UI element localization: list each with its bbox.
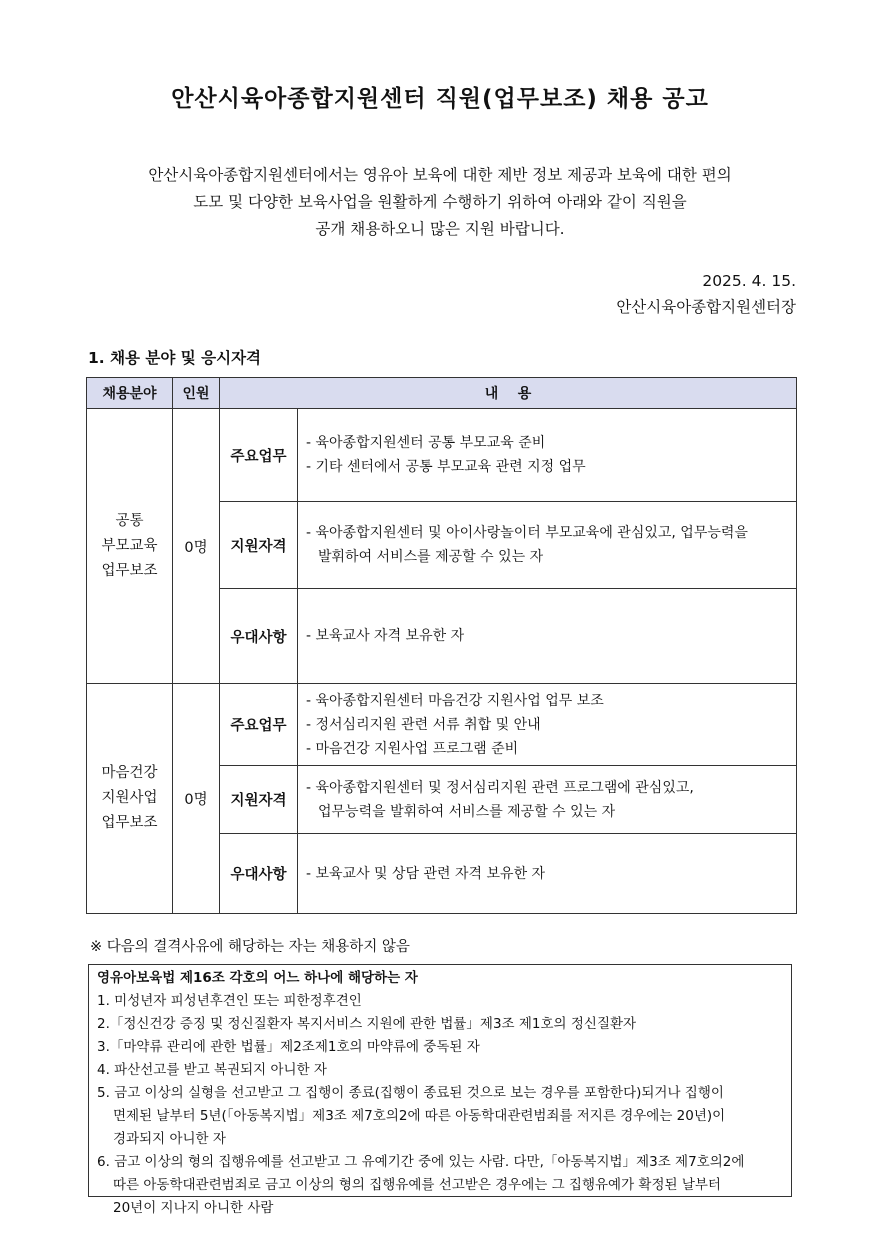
list-item: 4. 파산선고를 받고 복권되지 아니한 자: [97, 1062, 327, 1078]
row-label: 우대사항: [220, 589, 298, 684]
issue-date: 2025. 4. 15.: [702, 272, 796, 290]
category-line: 업무보조: [101, 562, 158, 579]
content-line: 발휘하여 서비스를 제공할 수 있는 자: [318, 549, 544, 565]
category-line: 마음건강: [101, 765, 158, 781]
list-item: 5. 금고 이상의 실형을 선고받고 그 집행이 종료(집행이 종료된 것으로 보는 경우를 포함한다)되거나 집행이: [97, 1085, 724, 1101]
header-content: 내 용: [220, 378, 797, 409]
category-cell: [87, 684, 173, 914]
content-line: - 정서심리지원 관련 서류 취합 및 안내: [306, 716, 541, 733]
content-line: - 보육교사 자격 보유한 자: [306, 628, 465, 644]
issue-block: [616, 268, 796, 320]
content-line: 업무능력을 발휘하여 서비스를 제공할 수 있는 자: [318, 803, 616, 820]
row-content: [298, 766, 797, 834]
content-line: - 육아종합지원센터 공통 부모교육 준비: [306, 435, 546, 451]
content-line: - 육아종합지원센터 마음건강 지원사업 업무 보조: [306, 692, 604, 709]
content-line: - 보육교사 및 상담 관련 자격 보유한 자: [306, 865, 546, 882]
content-line: - 육아종합지원센터 및 정서심리지원 관련 프로그램에 관심있고,: [306, 779, 694, 796]
count-cell: 0명: [173, 684, 220, 914]
content-line: - 육아종합지원센터 및 아이사랑놀이터 부모교육에 관심있고, 업무능력을: [306, 525, 748, 541]
content-line: - 마음건강 지원사업 프로그램 준비: [306, 740, 519, 757]
intro-line: 공개 채용하오니 많은 지원 바랍니다.: [315, 220, 565, 238]
row-content: [298, 589, 797, 684]
list-item: 6. 금고 이상의 형의 집행유예를 선고받고 그 유예기간 중에 있는 사람. 다만,「아동복지법」제3조 제7호의2에: [97, 1154, 745, 1170]
row-label: 주요업무: [220, 684, 298, 766]
header-field: 채용분야: [87, 378, 173, 409]
issuer-name: 안산시육아종합지원센터장: [616, 298, 796, 316]
row-content: [298, 834, 797, 914]
row-content: [298, 502, 797, 589]
row-label: 지원자격: [220, 502, 298, 589]
intro-line: 안산시육아종합지원센터에서는 영유아 보육에 대한 제반 정보 제공과 보육에 대한 편의: [148, 166, 732, 184]
list-item-continued: 면제된 날부터 5년(「아동복지법」제3조 제7호의2에 따른 아동학대관련범죄를 저지른 경우에는 20년)이: [113, 1108, 726, 1124]
list-item-continued: 따른 아동학대관련범죄로 금고 이상의 형의 집행유예를 선고받은 경우에는 그 집행유예가 확정된 날부터: [113, 1177, 721, 1193]
category-line: 지원사업: [101, 790, 158, 806]
row-label: 주요업무: [220, 409, 298, 502]
recruitment-table: [86, 377, 797, 914]
count-cell: 0명: [173, 409, 220, 684]
header-count: 인원: [173, 378, 220, 409]
category-line: 공통: [115, 512, 144, 529]
table-header-row: [87, 378, 797, 409]
intro-paragraph: [0, 162, 880, 243]
row-content: [298, 684, 797, 766]
list-item: 1. 미성년자 피성년후견인 또는 피한정후견인: [97, 993, 362, 1009]
content-line: - 기타 센터에서 공통 부모교육 관련 지정 업무: [306, 459, 586, 475]
category-cell: [87, 409, 173, 684]
disqualification-note: ※ 다음의 결격사유에 해당하는 자는 채용하지 않음: [90, 939, 410, 955]
row-content: [298, 409, 797, 502]
row-label: 우대사항: [220, 834, 298, 914]
disqualification-box: [88, 964, 792, 1216]
list-item: 3.「마약류 관리에 관한 법률」제2조제1호의 마약류에 중독된 자: [97, 1039, 480, 1055]
table-row: [87, 684, 797, 766]
disqualification-heading: 영유아보육법 제16조 각호의 어느 하나에 해당하는 자: [97, 970, 418, 986]
category-line: 부모교육: [101, 537, 158, 554]
list-item-continued: 경과되지 아니한 자: [113, 1131, 226, 1147]
category-line: 업무보조: [101, 815, 158, 831]
list-item-continued: 20년이 지나지 아니한 사람: [113, 1200, 274, 1216]
row-label: 지원자격: [220, 766, 298, 834]
intro-line: 도모 및 다양한 보육사업을 원활하게 수행하기 위하여 아래와 같이 직원을: [193, 193, 687, 211]
list-item: 2.「정신건강 증징 및 정신질환자 복지서비스 지원에 관한 법률」제3조 제1호의 정신질환자: [97, 1016, 637, 1032]
table-row: [87, 409, 797, 502]
section-title: 1. 채용 분야 및 응시자격: [88, 349, 262, 367]
page-title: 안산시육아종합지원센터 직원(업무보조) 채용 공고: [171, 86, 709, 112]
